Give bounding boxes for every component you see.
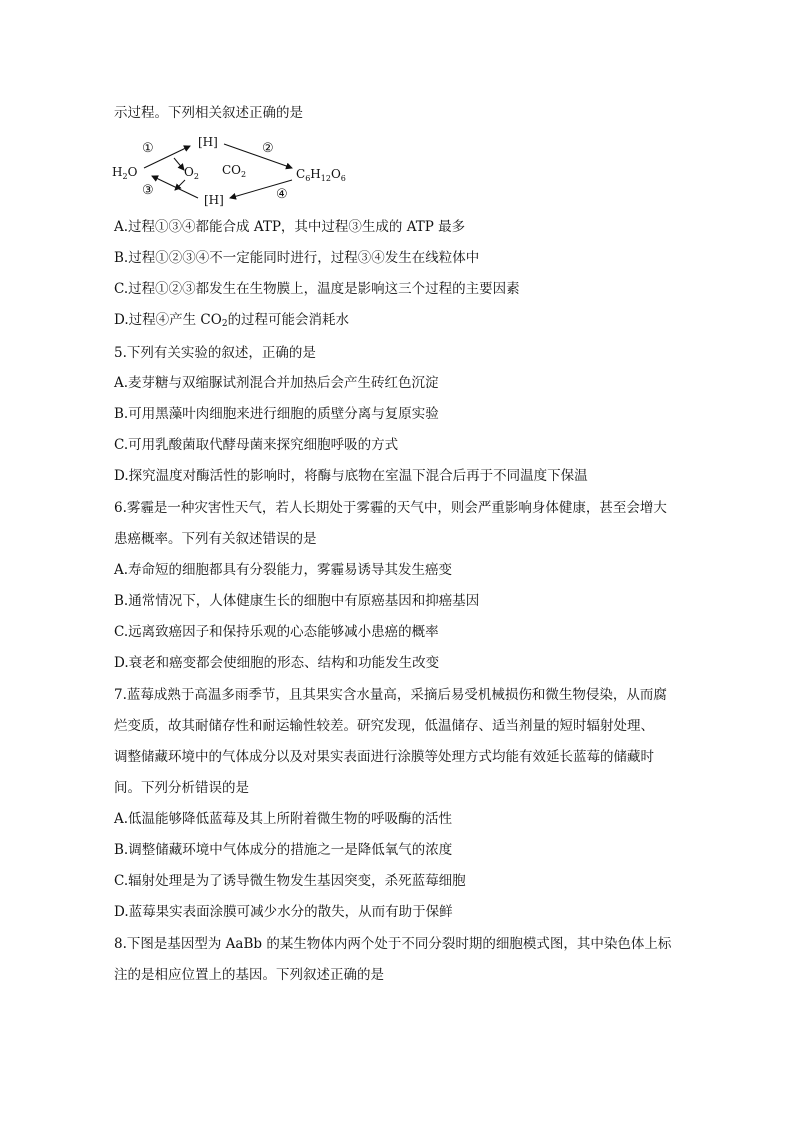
q6-option-c: C.远离致癌因子和保持乐观的心态能够减小患癌的概率 xyxy=(114,624,439,640)
q5-option-c: C.可用乳酸菌取代酵母菌来探究细胞呼吸的方式 xyxy=(114,437,399,453)
q7-option-b: B.调整储藏环境中气体成分的措施之一是降低氧气的浓度 xyxy=(114,842,453,858)
arrow-o2-to-bottom xyxy=(175,180,185,190)
q7-stem-line4: 间。下列分析错误的是 xyxy=(114,780,249,796)
node-h-bottom: [H] xyxy=(204,193,224,207)
q5-option-d: D.探究温度对酶活性的影响时，将酶与底物在室温下混合后再于不同温度下保温 xyxy=(114,468,588,484)
q6-option-a: A.寿命短的细胞都具有分裂能力，雾霾易诱导其发生癌变 xyxy=(114,562,453,578)
q6-stem-line2: 患癌概率。下列有关叙述错误的是 xyxy=(114,531,317,547)
q8-stem-line2: 注的是相应位置上的基因。下列叙述正确的是 xyxy=(114,967,384,983)
arrow-h-bottom-to-h2o xyxy=(152,176,198,198)
label-process-4: ④ xyxy=(276,187,288,202)
q7-option-d: D.蓝莓果实表面涂膜可减少水分的散失，从而有助于保鲜 xyxy=(114,904,453,920)
q6-stem-line1: 6.雾霾是一种灾害性天气，若人长期处于雾霾的天气中，则会严重影响身体健康，甚至会增大 xyxy=(114,500,667,516)
q7-stem-line2: 烂变质，故其耐储存性和耐运输性较差。研究发现，低温储存、适当剂量的短时辐射处理、 xyxy=(114,718,654,734)
node-glucose: $C_6H_{12}O_6$ xyxy=(296,167,346,183)
q4-option-c: C.过程①②③都发生在生物膜上，温度是影响这三个过程的主要因素 xyxy=(114,281,520,297)
metabolism-diagram xyxy=(112,132,352,208)
label-process-2: ② xyxy=(262,141,274,156)
q6-option-d: D.衰老和癌变都会使细胞的形态、结构和功能发生改变 xyxy=(114,655,440,671)
arrow-h2o-to-o2 xyxy=(174,158,184,170)
q5-stem: 5.下列有关实验的叙述，正确的是 xyxy=(114,345,316,361)
q4-stem-tail: 示过程。下列相关叙述正确的是 xyxy=(114,105,303,121)
q7-option-a: A.低温能够降低蓝莓及其上所附着微生物的呼吸酶的活性 xyxy=(114,811,453,827)
q7-stem-line1: 7.蓝莓成熟于高温多雨季节，且其果实含水量高，采摘后易受机械损伤和微生物侵染，从而腐 xyxy=(114,687,667,703)
q7-option-c: C.辐射处理是为了诱导微生物发生基因突变，杀死蓝莓细胞 xyxy=(114,873,466,889)
q4-option-b: B.过程①②③④不一定能同时进行，过程③④发生在线粒体中 xyxy=(114,250,480,266)
q4-option-d: D.过程④产生 $CO_2$的过程可能会消耗水 xyxy=(114,312,350,329)
node-o2: $O_2$ xyxy=(184,165,199,181)
node-co2: $CO_2$ xyxy=(222,163,247,179)
q5-option-a: A.麦芽糖与双缩脲试剂混合并加热后会产生砖红色沉淀 xyxy=(114,375,439,391)
q7-stem-line3: 调整储藏环境中的气体成分以及对果实表面进行涂膜等处理方式均能有效延长蓝莓的储藏时 xyxy=(114,749,654,765)
label-process-1: ① xyxy=(142,141,154,156)
q8-stem-line1: 8.下图是基因型为 AaBb 的某生物体内两个处于不同分裂时期的细胞模式图，其中染色体上标 xyxy=(114,936,672,952)
q6-option-b: B.通常情况下，人体健康生长的细胞中有原癌基因和抑癌基因 xyxy=(114,593,480,609)
q4-option-a: A.过程①③④都能合成 ATP，其中过程③生成的 ATP 最多 xyxy=(114,219,466,235)
node-h2o: $H_2O$ xyxy=(112,165,138,181)
q5-option-b: B.可用黑藻叶肉细胞来进行细胞的质壁分离与复原实验 xyxy=(114,406,439,422)
label-process-3: ③ xyxy=(142,183,154,198)
node-h-top: [H] xyxy=(198,135,218,149)
